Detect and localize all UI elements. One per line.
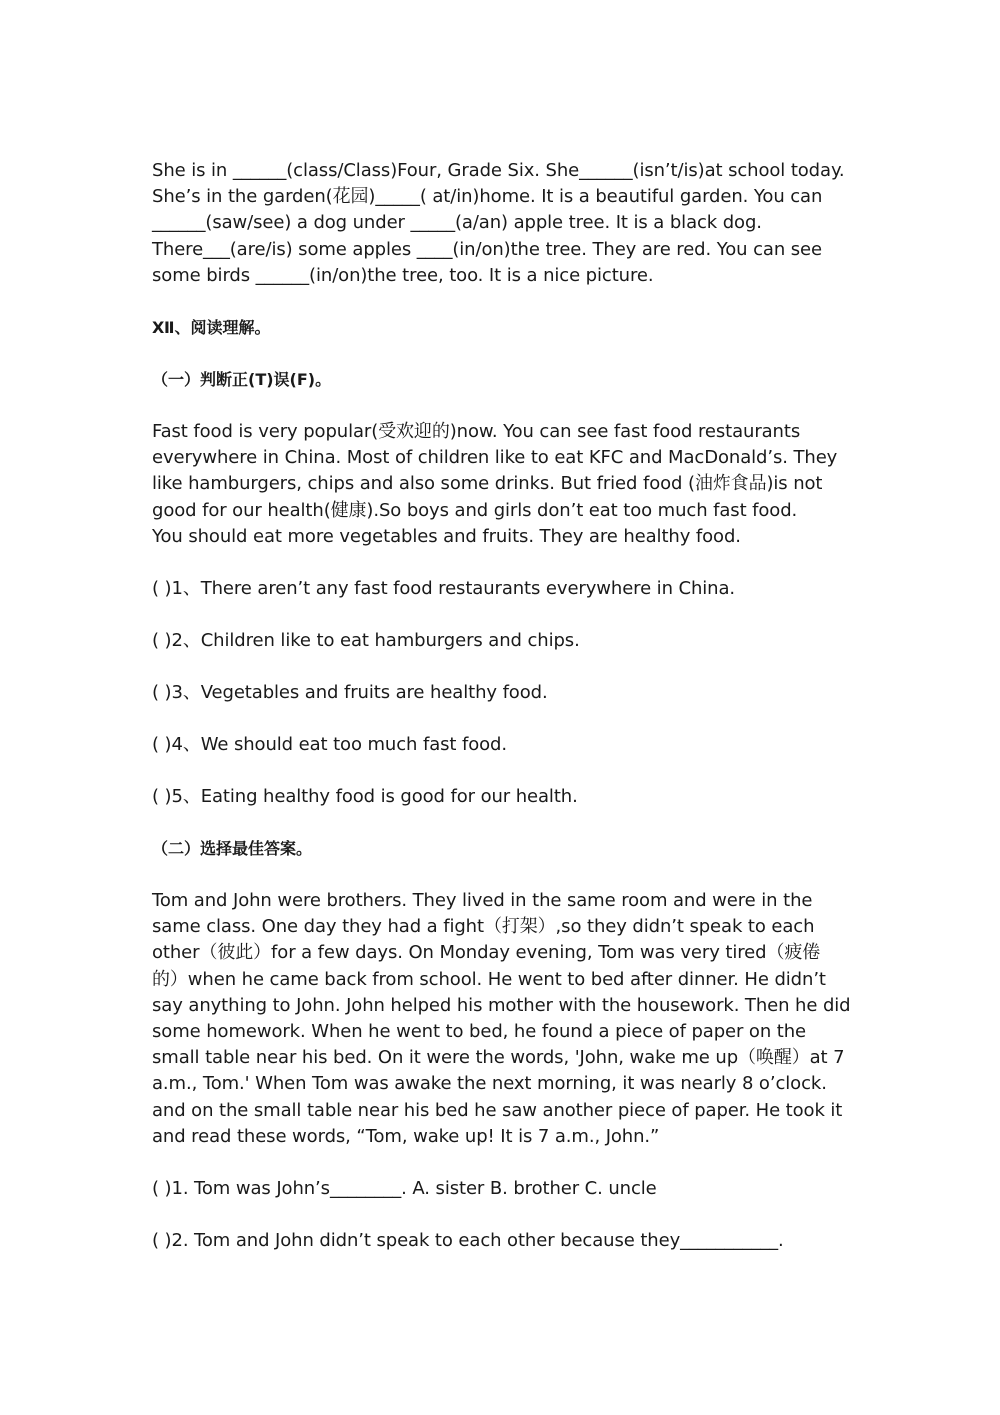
passage-line: small table near his bed. On it were the words, 'John, wake me up（唤醒）at 7 (152, 1047, 845, 1069)
part2-title: （二）选择最佳答案。 (152, 839, 313, 859)
question-item: ( )2. Tom and John didn’t speak to each other because they___________. (152, 1230, 784, 1252)
passage-line: other（彼此）for a few days. On Monday evening, Tom was very tired（疲倦 (152, 942, 821, 964)
passage-line: and read these words, “Tom, wake up! It is 7 a.m., John.” (152, 1125, 660, 1147)
question-item: ( )1. Tom was John’s________. A. sister B. brother C. uncle (152, 1178, 657, 1200)
passage-line: Fast food is very popular(受欢迎的)now. You can see fast food restaurants (152, 421, 801, 443)
cloze-line: some birds ______(in/on)the tree, too. It is a nice picture. (152, 264, 654, 286)
question-item: ( )5、Eating healthy food is good for our health. (152, 786, 578, 808)
part2-passage (152, 888, 872, 1150)
question-item: ( )4、We should eat too much fast food. (152, 734, 508, 756)
passage-line: everywhere in China. Most of children like to eat KFC and MacDonald’s. They (152, 447, 838, 469)
section-title: Ⅻ、阅读理解。 (152, 318, 271, 338)
passage-line: a.m., Tom.' When Tom was awake the next morning, it was nearly 8 o’clock. (152, 1073, 827, 1095)
cloze-line: She’s in the garden(花园)_____( at/in)home. It is a beautiful garden. You can (152, 186, 823, 208)
cloze-line: She is in ______(class/Class)Four, Grade Six. She______(isn’t/is)at school today. (152, 160, 845, 181)
cloze-line: ______(saw/see) a dog under _____(a/an) apple tree. It is a black dog. (152, 212, 762, 234)
passage-line: and on the small table near his bed he saw another piece of paper. He took it (152, 1099, 843, 1121)
question-item: ( )2、Children like to eat hamburgers and chips. (152, 630, 580, 652)
passage-line: 的）when he came back from school. He went to bed after dinner. He didn’t (152, 968, 826, 990)
document-page (152, 158, 872, 1254)
cloze-passage (152, 158, 872, 289)
part1-title: （一）判断正(T)误(F)。 (152, 370, 332, 390)
passage-line: like hamburgers, chips and also some drinks. But fried food (油炸食品)is not (152, 473, 823, 495)
passage-line: same class. One day they had a fight（打架）,so they didn’t speak to each (152, 916, 815, 938)
passage-line: good for our health(健康).So boys and girls don’t eat too much fast food. (152, 499, 798, 521)
passage-line: say anything to John. John helped his mother with the housework. Then he did (152, 994, 851, 1016)
passage-line: You should eat more vegetables and fruits. They are healthy food. (152, 525, 741, 547)
cloze-line: There___(are/is) some apples ____(in/on)the tree. They are red. You can see (152, 238, 822, 260)
question-item: ( )1、There aren’t any fast food restaurants everywhere in China. (152, 578, 736, 600)
passage-line: Tom and John were brothers. They lived in the same room and were in the (152, 890, 813, 912)
part1-passage (152, 419, 872, 550)
question-item: ( )3、Vegetables and fruits are healthy food. (152, 682, 548, 704)
passage-line: some homework. When he went to bed, he found a piece of paper on the (152, 1021, 807, 1043)
